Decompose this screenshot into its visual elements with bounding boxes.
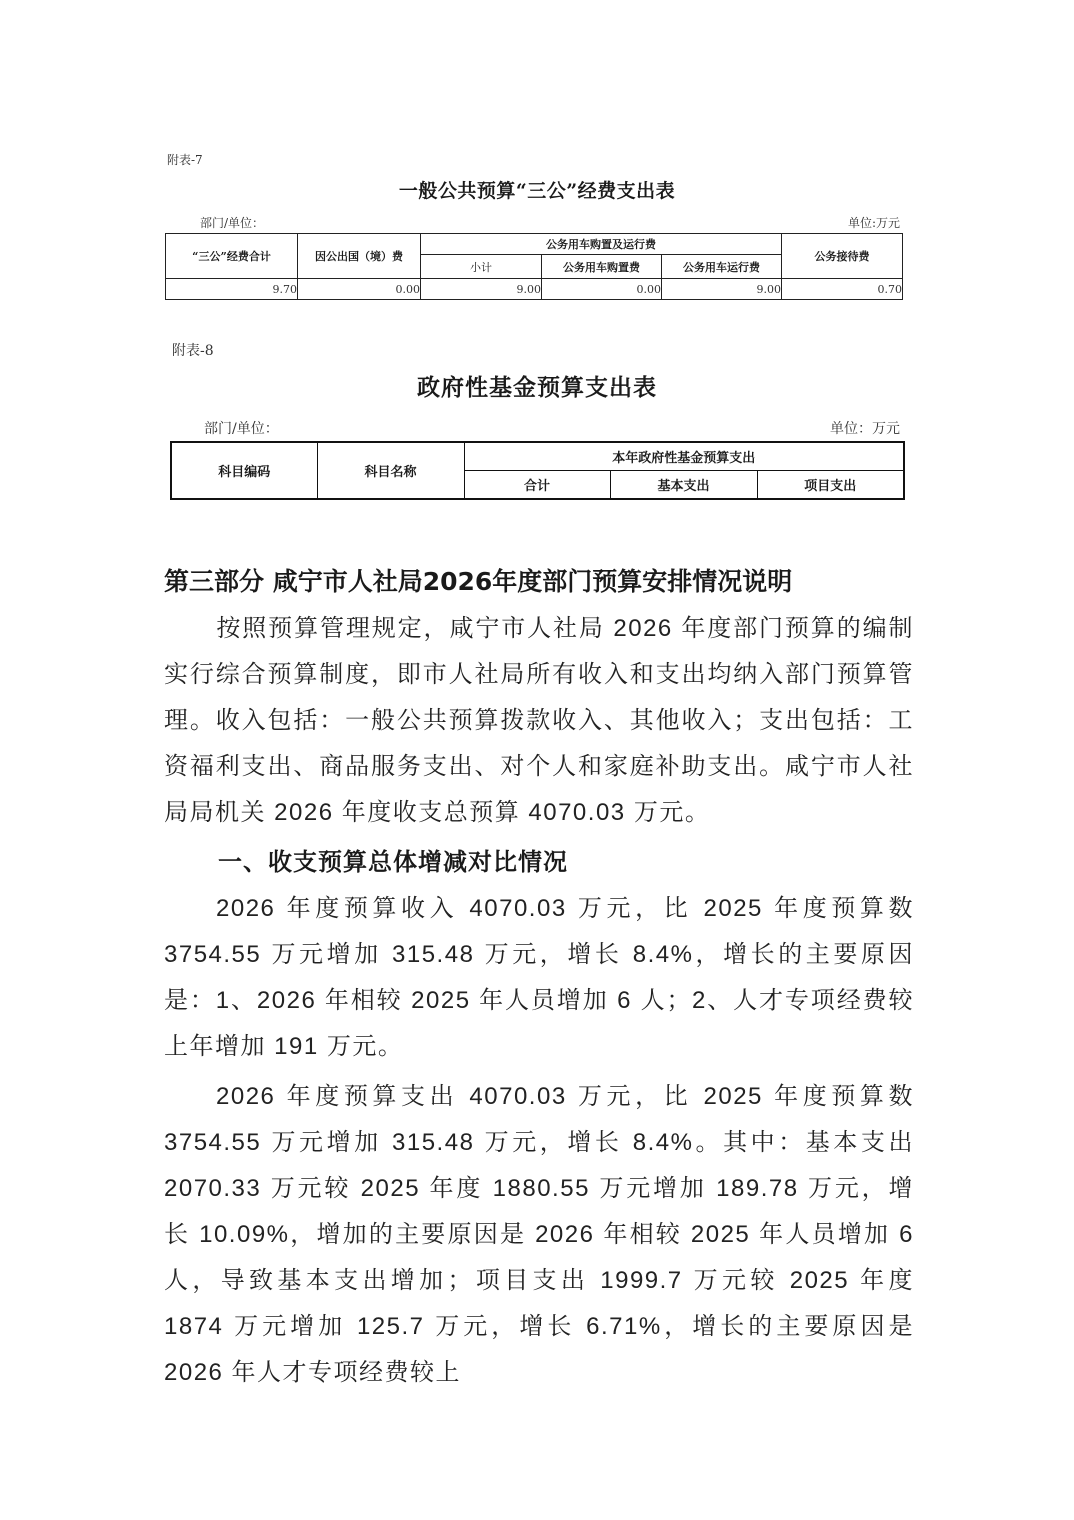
table-row xyxy=(166,279,903,300)
table8-title: 政府性基金预算支出表 xyxy=(417,374,657,401)
table8-unit-label: 单位：万元 xyxy=(830,421,900,437)
header-subtotal: 小计 xyxy=(421,255,542,279)
subheading-1: 一、收支预算总体增减对比情况 xyxy=(218,848,568,876)
section-heading: 第三部分 咸宁市人社局2026年度部门预算安排情况说明 xyxy=(164,567,793,596)
expense-text: 2026 年度预算支出 4070.03 万元，比 2025 年度预算数 3754.55 万元增加 315.48 万元，增长 8.4%。其中：基本支出 2070.33 万元较 2025 年度 1880.55 万元增加 189.78 万元，增长 10.09%，增加的主要原因是 2026 年相较 2025 年人员增加 6 人，导致基本支出增加；项目支出 1999.7 万元较 2025 年度 1874 万元增加 125.7 万元，增长 6.71%，增长的主要原因是 2026 年人才专项经费较上 xyxy=(164,1083,914,1386)
cell-subtotal: 9.00 xyxy=(421,279,542,300)
cell-vehicle-operation: 9.00 xyxy=(662,279,782,300)
income-text: 2026 年度预算收入 4070.03 万元，比 2025 年度预算数 3754.55 万元增加 315.48 万元，增长 8.4%，增长的主要原因是：1、2026 年相较 2025 年人员增加 6 人；2、人才专项经费较上年增加 191 万元。 xyxy=(164,895,914,1060)
cell-vehicle-purchase: 0.00 xyxy=(542,279,662,300)
header-fund-project: 项目支出 xyxy=(757,470,904,499)
header-code: 科目编码 xyxy=(171,442,317,499)
table7-label: 附表-7 xyxy=(167,153,203,167)
intro-paragraph xyxy=(164,606,914,836)
three-public-expenses-table xyxy=(165,233,903,300)
table7-unit-label: 单位:万元 xyxy=(847,216,900,230)
header-reception: 公务接待费 xyxy=(782,234,903,279)
table7-title: 一般公共预算“三公”经费支出表 xyxy=(398,180,676,202)
header-group: 本年政府性基金预算支出 xyxy=(464,442,904,470)
table8-dept-label: 部门/单位： xyxy=(204,421,279,437)
cell-abroad: 0.00 xyxy=(298,279,421,300)
cell-total: 9.70 xyxy=(166,279,298,300)
header-fund-basic: 基本支出 xyxy=(610,470,757,499)
header-fund-total: 合计 xyxy=(464,470,610,499)
header-vehicle-group: 公务用车购置及运行费 xyxy=(421,234,782,255)
cell-reception: 0.70 xyxy=(782,279,903,300)
header-name: 科目名称 xyxy=(317,442,464,499)
header-vehicle-purchase: 公务用车购置费 xyxy=(542,255,662,279)
table7-dept-label: 部门/单位： xyxy=(200,216,265,230)
intro-text: 按照预算管理规定，咸宁市人社局 2026 年度部门预算的编制实行综合预算制度，即市人社局所有收入和支出均纳入部门预算管理。收入包括：一般公共预算拨款收入、其他收入；支出包括：工资福利支出、商品服务支出、对个人和家庭补助支出。咸宁市人社局局机关 2026 年度收支总预算 4070.03 万元。 xyxy=(164,615,914,826)
expense-paragraph xyxy=(164,1074,914,1396)
government-fund-table xyxy=(170,441,905,500)
header-vehicle-operation: 公务用车运行费 xyxy=(662,255,782,279)
income-paragraph xyxy=(164,886,914,1070)
table8-label: 附表-8 xyxy=(172,343,214,359)
header-total: “三公”经费合计 xyxy=(166,234,298,279)
header-abroad: 因公出国（境）费 xyxy=(298,234,421,279)
